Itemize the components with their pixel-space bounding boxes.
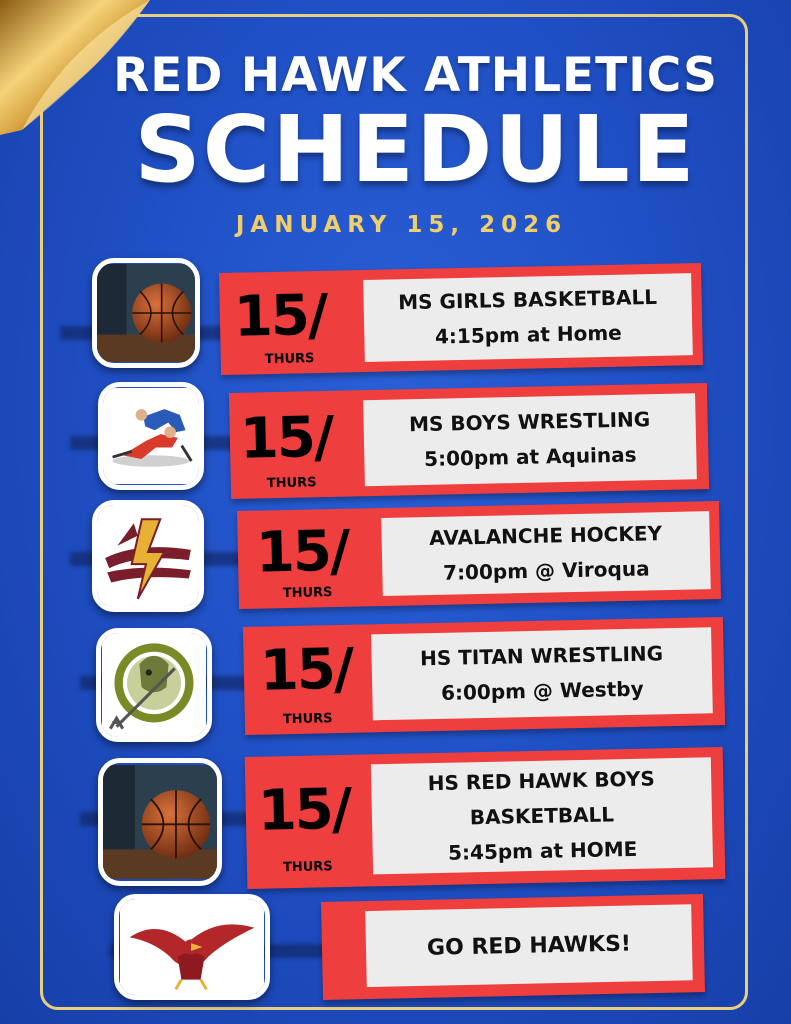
event-info bbox=[381, 511, 711, 596]
event-info bbox=[371, 627, 713, 720]
event-name: MS BOYS WRESTLING bbox=[408, 407, 651, 437]
event-day: 15/ bbox=[255, 518, 349, 586]
event-info bbox=[363, 393, 697, 486]
slogan-box bbox=[365, 904, 693, 987]
event-detail: 5:00pm at Aquinas bbox=[423, 442, 637, 471]
event-info bbox=[371, 757, 713, 874]
basketball-photo-icon bbox=[92, 258, 200, 368]
event-name: HS TITAN WRESTLING bbox=[419, 641, 664, 671]
event-card bbox=[243, 617, 725, 735]
event-day: 15/ bbox=[233, 282, 327, 350]
red-hawk-illustration-icon bbox=[114, 894, 270, 1000]
event-weekday: THURS bbox=[282, 585, 333, 602]
event-detail: 7:00pm @ Viroqua bbox=[442, 556, 650, 585]
event-name: AVALANCHE HOCKEY bbox=[428, 521, 663, 551]
basketball-photo-icon bbox=[98, 758, 222, 886]
slogan-text: GO RED HAWKS! bbox=[426, 931, 632, 961]
event-info bbox=[363, 273, 693, 362]
event-card bbox=[229, 383, 709, 499]
event-name-line1: HS RED HAWK BOYS bbox=[427, 765, 655, 795]
event-name-line2: BASKETBALL bbox=[469, 801, 615, 829]
event-weekday: THURS bbox=[282, 859, 333, 876]
event-weekday: THURS bbox=[266, 475, 317, 492]
event-day: 15/ bbox=[259, 636, 353, 704]
avalanche-logo-icon bbox=[92, 500, 204, 612]
event-day: 15/ bbox=[257, 776, 351, 844]
slogan-card bbox=[321, 894, 705, 1000]
event-weekday: THURS bbox=[264, 351, 315, 368]
event-card bbox=[219, 263, 703, 375]
titan-logo-icon bbox=[96, 628, 212, 742]
event-card bbox=[237, 501, 721, 609]
title-line1: RED HAWK ATHLETICS bbox=[113, 48, 718, 103]
event-detail: 5:45pm at HOME bbox=[447, 836, 638, 865]
event-name: MS GIRLS BASKETBALL bbox=[397, 284, 658, 315]
event-detail: 4:15pm at Home bbox=[434, 320, 622, 349]
schedule-date: JANUARY 15, 2026 bbox=[235, 212, 568, 238]
wrestlers-illustration-icon bbox=[98, 382, 204, 490]
event-detail: 6:00pm @ Westby bbox=[440, 676, 644, 705]
event-day: 15/ bbox=[239, 404, 333, 472]
event-card bbox=[245, 747, 726, 889]
title-line2: SCHEDULE bbox=[134, 96, 697, 203]
event-weekday: THURS bbox=[282, 711, 333, 728]
